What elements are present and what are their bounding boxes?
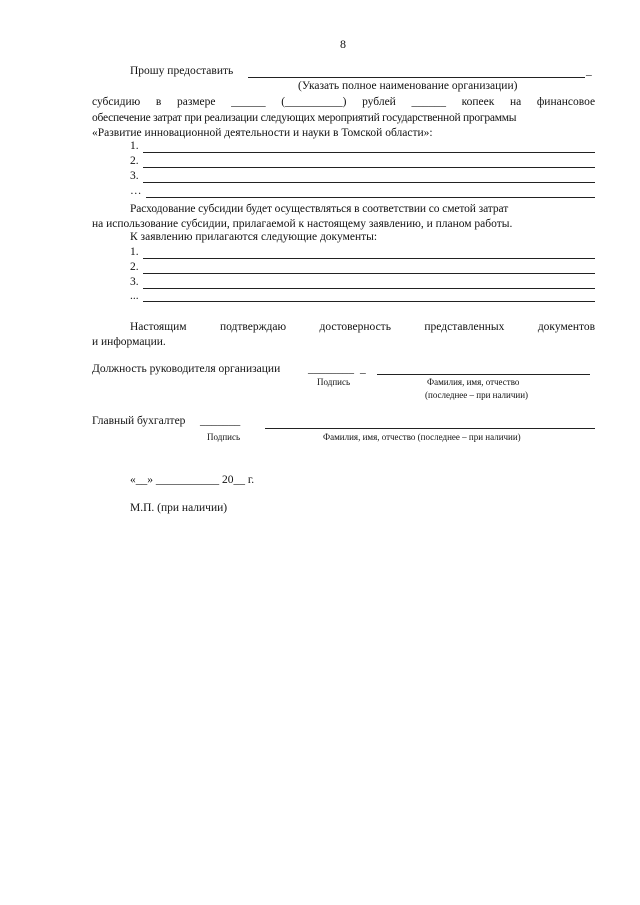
measure-line-3: [143, 182, 595, 183]
spending-line-1: Расходование субсидии будет осуществляться в соответствии со сметой затрат: [130, 203, 509, 215]
confirm-line-1: Настоящим подтверждаю достоверность представленных документов: [130, 321, 596, 333]
accountant-name-hint: Фамилия, имя, отчество (последнее – при наличии): [323, 432, 521, 442]
attachment-line-2: [143, 273, 595, 274]
measure-line-more: [146, 197, 595, 198]
attachment-line-3: [143, 288, 595, 289]
head-position-label: Должность руководителя организации: [92, 363, 281, 375]
subsidy-line-2: обеспечение затрат при реализации следующих мероприятий государственной программы: [92, 112, 517, 124]
attachment-item-2: 2.: [130, 261, 139, 273]
organization-name-line: [248, 77, 585, 78]
accountant-signature-blank: _______: [200, 415, 241, 427]
request-label: Прошу предоставить: [130, 65, 234, 77]
head-name-hint-2: (последнее – при наличии): [425, 390, 529, 400]
measure-item-3: 3.: [130, 170, 139, 182]
measure-line-2: [143, 167, 595, 168]
head-name-line: [377, 374, 590, 375]
measure-line-1: [143, 152, 595, 153]
attachments-intro: К заявлению прилагаются следующие документы:: [130, 231, 378, 243]
attachment-line-1: [143, 258, 595, 259]
confirm-line-2: и информации.: [92, 336, 166, 348]
organization-hint: (Указать полное наименование организации): [298, 80, 518, 92]
head-signature-blank: ________: [308, 363, 354, 375]
attachment-line-more: [143, 301, 595, 302]
head-sign-hint: Подпись: [317, 377, 351, 387]
head-signature-trail: _: [360, 363, 366, 375]
subsidy-line-3: «Развитие инновационной деятельности и науки в Томской области»:: [92, 127, 433, 139]
accountant-sign-hint: Подпись: [207, 432, 241, 442]
accountant-label: Главный бухгалтер: [92, 415, 186, 427]
head-name-hint: Фамилия, имя, отчество: [427, 377, 520, 387]
measure-item-1: 1.: [130, 140, 139, 152]
measure-item-more: …: [130, 185, 142, 197]
stamp-placeholder: М.П. (при наличии): [130, 502, 228, 514]
accountant-name-line: [265, 428, 595, 429]
page-number: 8: [340, 37, 346, 51]
attachment-item-more: ...: [130, 290, 139, 302]
measure-item-2: 2.: [130, 155, 139, 167]
request-trail: _: [586, 65, 592, 77]
date-line: «__» ___________ 20__ г.: [130, 474, 255, 486]
attachment-item-3: 3.: [130, 276, 139, 288]
spending-line-2: на использование субсидии, прилагаемой к настоящему заявлению, и планом работы.: [92, 218, 513, 230]
attachment-item-1: 1.: [130, 246, 139, 258]
subsidy-line-1: субсидию в размере ______ (__________) рублей ______ копеек на финансовое: [92, 96, 596, 108]
